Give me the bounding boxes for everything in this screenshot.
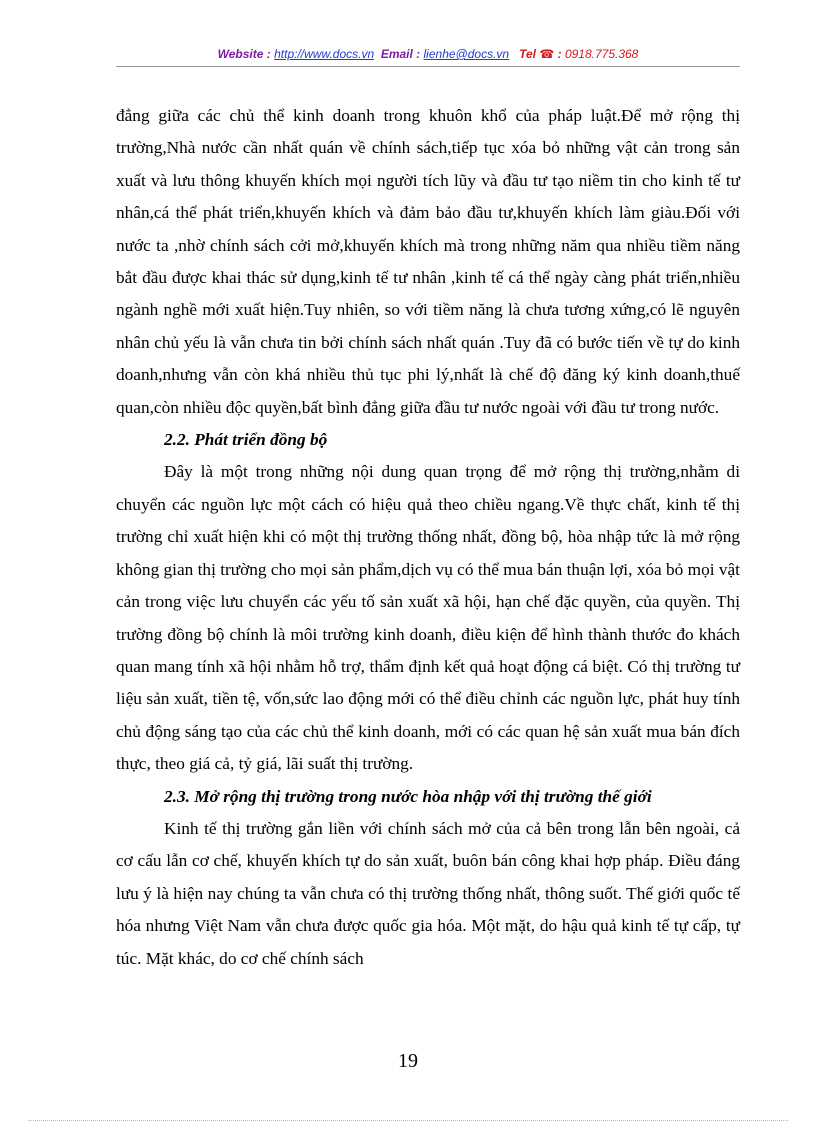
section-heading-2-2: 2.2. Phát triển đồng bộ xyxy=(164,430,328,450)
tel-label: Tel ☎ : xyxy=(519,47,565,61)
section-heading-2-3: 2.3. Mở rộng thị trường trong nước hòa nhập với thị trường thế giới xyxy=(164,786,652,806)
tel-value: 0918.775.368 xyxy=(564,47,639,61)
email-label: Email xyxy=(380,47,413,61)
paragraph-market-integration: Kinh tế thị trường gắn liền với chính sách mở của cả bên trong lẫn bên ngoài, cả cơ cấu lẫn cơ chế, khuyến khích tự do sản xuất, buôn bán công khai hợp pháp. Điều đáng lưu ý là hiện nay chúng ta vẫn chưa có thị trường thống nhất, thông suốt. Thế giới quốc tế hóa nhưng Việt Nam vẫn chưa được quốc gia hóa. Một mặt, do hậu quả kinh tế tự cấp, tự túc. Mặt khác, do cơ chế chính sách xyxy=(116,818,740,968)
website-link[interactable]: http://www.docs.vn xyxy=(274,47,375,61)
page-number: 19 xyxy=(398,1050,418,1072)
header-divider xyxy=(116,66,740,67)
paragraph-synchronous-development: Đây là một trong những nội dung quan trọng để mở rộng thị trường,nhằm di chuyển các nguồn lực một cách có hiệu quả theo chiều ngang.Về thực chất, kinh tế thị trường chỉ xuất hiện khi có một thị trường thống nhất, đồng bộ, hòa nhập tức là mở rộng không gian thị trường cho mọi sản phẩm,dịch vụ có thể mua bán thuận lợi, xóa bỏ mọi vật cản trong việc lưu chuyển các yếu tố sản xuất xã hội, hạn chế đặc quyền, của quyền. Thị trường đồng bộ chính là môi trường kinh doanh, điều kiện để hình thành thước đo khách quan mang tính xã hội nhằm hỗ trợ, thẩm định kết quả hoạt động cá biệt. Có thị trường tư liệu sản xuất, tiền tệ, vốn,sức lao động mới có thể điều chỉnh các nguồn lực, phát huy tính chủ động sáng tạo của các chủ thể kinh doanh, mới có các quan hệ sản xuất mua bán đích thực, theo giá cả, tỷ giá, lãi suất thị trường. xyxy=(116,462,740,774)
website-label: Website : xyxy=(217,47,275,61)
page-header xyxy=(116,47,740,67)
paragraph-continued: đẳng giữa các chủ thể kinh doanh trong khuôn khổ của pháp luật.Để mở rộng thị trường,Nhà nước cần nhất quán về chính sách,tiếp tục xóa bỏ những vật cản trong sản xuất và lưu thông khuyến khích mọi người tích lũy và đầu tư tạo niềm tin cho kinh tế tư nhân,cá thể phát triển,khuyến khích và đảm bảo đầu tư,khuyến khích làm giàu.Đối với nước ta ,nhờ chính sách cởi mở,khuyến khích mà trong những năm qua nhiều tiềm năng bắt đầu được khai thác sử dụng,kinh tế tư nhân ,kinh tế cá thể ngày càng phát triển,nhiều ngành nghề mới xuất hiện.Tuy nhiên, so với tiềm năng là chưa tương xứng,có lẽ nguyên nhân chủ yếu là vẫn chưa tin bởi chính sách nhất quán .Tuy đã có bước tiến về tự do kinh doanh,nhưng vẫn còn khá nhiều thủ tục phi lý,nhất là chế độ đăng ký kinh doanh,thuế quan,còn nhiều độc quyền,bất bình đẳng giữa đầu tư nước ngoài với đầu tư trong nước. xyxy=(116,106,740,417)
document-body xyxy=(116,100,740,975)
footer-divider xyxy=(28,1120,788,1121)
email-separator: : xyxy=(412,47,424,61)
email-link[interactable]: lienhe@docs.vn xyxy=(423,47,510,61)
